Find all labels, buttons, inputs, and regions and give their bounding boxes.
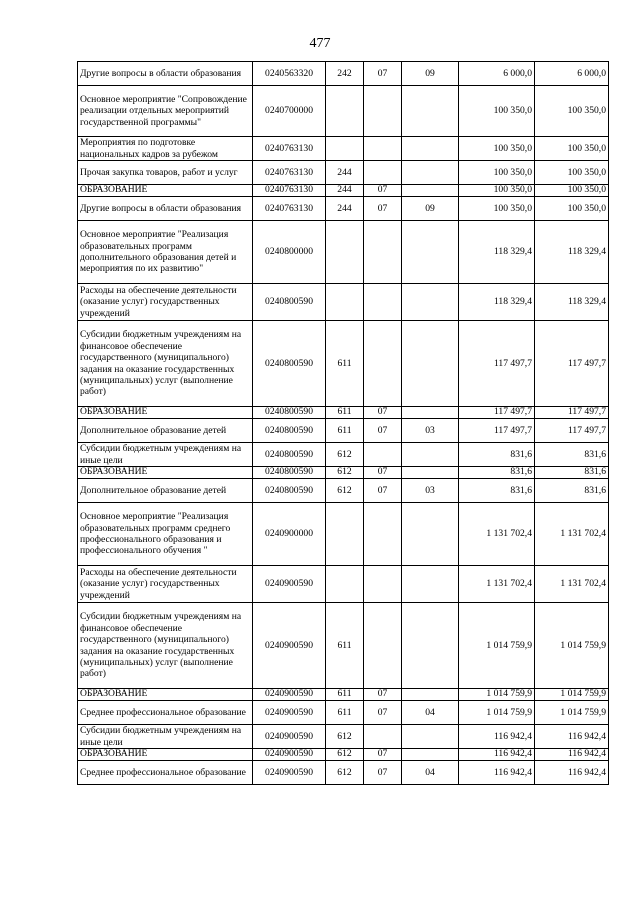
row-code: 0240800590 (253, 407, 326, 419)
row-expense-type: 611 (326, 701, 364, 725)
row-code: 0240763130 (253, 137, 326, 161)
row-expense-type (326, 86, 364, 137)
row-subsection: 09 (402, 62, 459, 86)
row-expense-type: 611 (326, 419, 364, 443)
table-row (78, 185, 609, 197)
row-name: Среднее профессиональное образование (78, 701, 253, 725)
row-amount-2: 1 014 759,9 (535, 603, 609, 689)
row-code: 0240800590 (253, 321, 326, 407)
row-code: 0240563320 (253, 62, 326, 86)
row-subsection (402, 467, 459, 479)
row-amount-1: 100 350,0 (459, 161, 535, 185)
row-amount-1: 1 014 759,9 (459, 701, 535, 725)
table-row (78, 443, 609, 467)
row-section (364, 566, 402, 603)
table-row (78, 725, 609, 749)
row-name: Основное мероприятие "Реализация образовательных программ дополнительного образования детей и мероприятия по их развитию" (78, 221, 253, 284)
table-row (78, 503, 609, 566)
row-expense-type (326, 566, 364, 603)
row-code: 0240700000 (253, 86, 326, 137)
row-amount-2: 100 350,0 (535, 86, 609, 137)
row-amount-2: 117 497,7 (535, 407, 609, 419)
row-subsection (402, 284, 459, 321)
row-expense-type: 611 (326, 407, 364, 419)
row-subsection (402, 503, 459, 566)
row-code: 0240900590 (253, 761, 326, 785)
row-amount-2: 118 329,4 (535, 221, 609, 284)
row-section: 07 (364, 479, 402, 503)
row-amount-2: 100 350,0 (535, 161, 609, 185)
table-row (78, 479, 609, 503)
row-subsection (402, 185, 459, 197)
row-code: 0240800590 (253, 467, 326, 479)
row-section: 07 (364, 467, 402, 479)
row-section (364, 284, 402, 321)
row-expense-type (326, 503, 364, 566)
row-code: 0240900000 (253, 503, 326, 566)
row-expense-type: 612 (326, 761, 364, 785)
row-name: Дополнительное образование детей (78, 479, 253, 503)
table-row (78, 62, 609, 86)
row-name: ОБРАЗОВАНИЕ (78, 749, 253, 761)
row-amount-2: 117 497,7 (535, 321, 609, 407)
row-amount-1: 100 350,0 (459, 197, 535, 221)
row-amount-2: 831,6 (535, 443, 609, 467)
row-amount-1: 1 014 759,9 (459, 689, 535, 701)
row-expense-type: 244 (326, 185, 364, 197)
row-expense-type: 242 (326, 62, 364, 86)
row-subsection (402, 161, 459, 185)
row-expense-type: 612 (326, 479, 364, 503)
row-expense-type (326, 284, 364, 321)
row-subsection (402, 443, 459, 467)
row-code: 0240763130 (253, 161, 326, 185)
row-subsection: 04 (402, 761, 459, 785)
row-code: 0240800590 (253, 443, 326, 467)
row-section (364, 603, 402, 689)
row-name: Основное мероприятие "Реализация образовательных программ среднего профессионального образования и профессионального обучения " (78, 503, 253, 566)
row-amount-1: 6 000,0 (459, 62, 535, 86)
row-subsection (402, 603, 459, 689)
table-row (78, 749, 609, 761)
row-subsection: 03 (402, 419, 459, 443)
row-amount-1: 831,6 (459, 479, 535, 503)
row-name: Субсидии бюджетным учреждениям на финансовое обеспечение государственного (муниципального) задания на оказание государственных (муниципальных) услуг (выполнение работ) (78, 321, 253, 407)
row-section (364, 161, 402, 185)
row-subsection (402, 689, 459, 701)
row-section (364, 503, 402, 566)
row-subsection (402, 407, 459, 419)
row-code: 0240763130 (253, 185, 326, 197)
row-expense-type: 611 (326, 689, 364, 701)
row-section (364, 321, 402, 407)
row-amount-2: 118 329,4 (535, 284, 609, 321)
row-amount-1: 118 329,4 (459, 221, 535, 284)
row-section (364, 86, 402, 137)
row-name: Субсидии бюджетным учреждениям на иные цели (78, 725, 253, 749)
row-expense-type (326, 221, 364, 284)
row-subsection: 03 (402, 479, 459, 503)
row-expense-type: 611 (326, 603, 364, 689)
row-amount-2: 1 131 702,4 (535, 503, 609, 566)
table-row (78, 467, 609, 479)
row-subsection (402, 221, 459, 284)
row-amount-2: 116 942,4 (535, 725, 609, 749)
row-name: Среднее профессиональное образование (78, 761, 253, 785)
row-code: 0240900590 (253, 566, 326, 603)
row-name: ОБРАЗОВАНИЕ (78, 689, 253, 701)
row-name: ОБРАЗОВАНИЕ (78, 185, 253, 197)
budget-table-body (78, 62, 609, 785)
row-section: 07 (364, 197, 402, 221)
row-code: 0240900590 (253, 725, 326, 749)
table-row (78, 86, 609, 137)
row-section: 07 (364, 185, 402, 197)
row-code: 0240900590 (253, 603, 326, 689)
row-subsection (402, 321, 459, 407)
table-row (78, 689, 609, 701)
row-subsection: 09 (402, 197, 459, 221)
row-amount-1: 1 131 702,4 (459, 503, 535, 566)
table-row (78, 603, 609, 689)
row-code: 0240900590 (253, 689, 326, 701)
row-expense-type: 244 (326, 161, 364, 185)
row-code: 0240900590 (253, 701, 326, 725)
row-amount-2: 831,6 (535, 467, 609, 479)
row-amount-2: 1 014 759,9 (535, 689, 609, 701)
row-section: 07 (364, 761, 402, 785)
row-subsection (402, 749, 459, 761)
row-amount-1: 116 942,4 (459, 749, 535, 761)
row-name: Прочая закупка товаров, работ и услуг (78, 161, 253, 185)
table-row (78, 407, 609, 419)
row-amount-1: 116 942,4 (459, 761, 535, 785)
row-amount-1: 117 497,7 (459, 407, 535, 419)
row-amount-2: 6 000,0 (535, 62, 609, 86)
row-amount-2: 100 350,0 (535, 137, 609, 161)
row-code: 0240800590 (253, 479, 326, 503)
row-amount-2: 100 350,0 (535, 185, 609, 197)
row-name: Расходы на обеспечение деятельности (оказание услуг) государственных учреждений (78, 566, 253, 603)
row-amount-1: 1 131 702,4 (459, 566, 535, 603)
row-section: 07 (364, 749, 402, 761)
row-section: 07 (364, 689, 402, 701)
table-row (78, 221, 609, 284)
row-amount-1: 831,6 (459, 443, 535, 467)
row-amount-1: 118 329,4 (459, 284, 535, 321)
row-name: Дополнительное образование детей (78, 419, 253, 443)
row-code: 0240900590 (253, 749, 326, 761)
row-amount-2: 1 131 702,4 (535, 566, 609, 603)
table-row (78, 761, 609, 785)
row-amount-2: 100 350,0 (535, 197, 609, 221)
row-expense-type: 612 (326, 725, 364, 749)
table-row (78, 284, 609, 321)
row-code: 0240763130 (253, 197, 326, 221)
row-expense-type: 612 (326, 749, 364, 761)
row-section: 07 (364, 701, 402, 725)
row-amount-2: 116 942,4 (535, 749, 609, 761)
row-section: 07 (364, 407, 402, 419)
table-row (78, 161, 609, 185)
row-expense-type: 612 (326, 467, 364, 479)
row-subsection: 04 (402, 701, 459, 725)
row-amount-2: 117 497,7 (535, 419, 609, 443)
row-amount-1: 117 497,7 (459, 321, 535, 407)
row-subsection (402, 137, 459, 161)
row-amount-2: 1 014 759,9 (535, 701, 609, 725)
row-name: ОБРАЗОВАНИЕ (78, 467, 253, 479)
row-amount-2: 116 942,4 (535, 761, 609, 785)
row-section (364, 443, 402, 467)
row-name: Другие вопросы в области образования (78, 62, 253, 86)
budget-table (77, 61, 609, 785)
row-amount-1: 1 014 759,9 (459, 603, 535, 689)
table-row (78, 137, 609, 161)
table-row (78, 197, 609, 221)
row-amount-2: 831,6 (535, 479, 609, 503)
row-expense-type: 611 (326, 321, 364, 407)
table-row (78, 321, 609, 407)
row-name: Расходы на обеспечение деятельности (оказание услуг) государственных учреждений (78, 284, 253, 321)
row-section (364, 137, 402, 161)
row-expense-type: 612 (326, 443, 364, 467)
row-section (364, 221, 402, 284)
row-expense-type (326, 137, 364, 161)
row-amount-1: 100 350,0 (459, 137, 535, 161)
row-code: 0240800590 (253, 284, 326, 321)
row-name: Основное мероприятие "Сопровождение реализации отдельных мероприятий государственной программы" (78, 86, 253, 137)
row-code: 0240800000 (253, 221, 326, 284)
row-subsection (402, 566, 459, 603)
row-code: 0240800590 (253, 419, 326, 443)
row-section: 07 (364, 62, 402, 86)
row-amount-1: 100 350,0 (459, 86, 535, 137)
table-row (78, 566, 609, 603)
row-name: Мероприятия по подготовке национальных кадров за рубежом (78, 137, 253, 161)
table-row (78, 419, 609, 443)
table-row (78, 701, 609, 725)
row-section (364, 725, 402, 749)
row-amount-1: 117 497,7 (459, 419, 535, 443)
row-name: Субсидии бюджетным учреждениям на иные цели (78, 443, 253, 467)
row-amount-1: 100 350,0 (459, 185, 535, 197)
row-subsection (402, 86, 459, 137)
row-name: Другие вопросы в области образования (78, 197, 253, 221)
row-expense-type: 244 (326, 197, 364, 221)
row-name: Субсидии бюджетным учреждениям на финансовое обеспечение государственного (муниципального) задания на оказание государственных (муниципальных) услуг (выполнение работ) (78, 603, 253, 689)
row-amount-1: 116 942,4 (459, 725, 535, 749)
row-name: ОБРАЗОВАНИЕ (78, 407, 253, 419)
page-number: 477 (309, 36, 331, 51)
row-subsection (402, 725, 459, 749)
row-section: 07 (364, 419, 402, 443)
row-amount-1: 831,6 (459, 467, 535, 479)
